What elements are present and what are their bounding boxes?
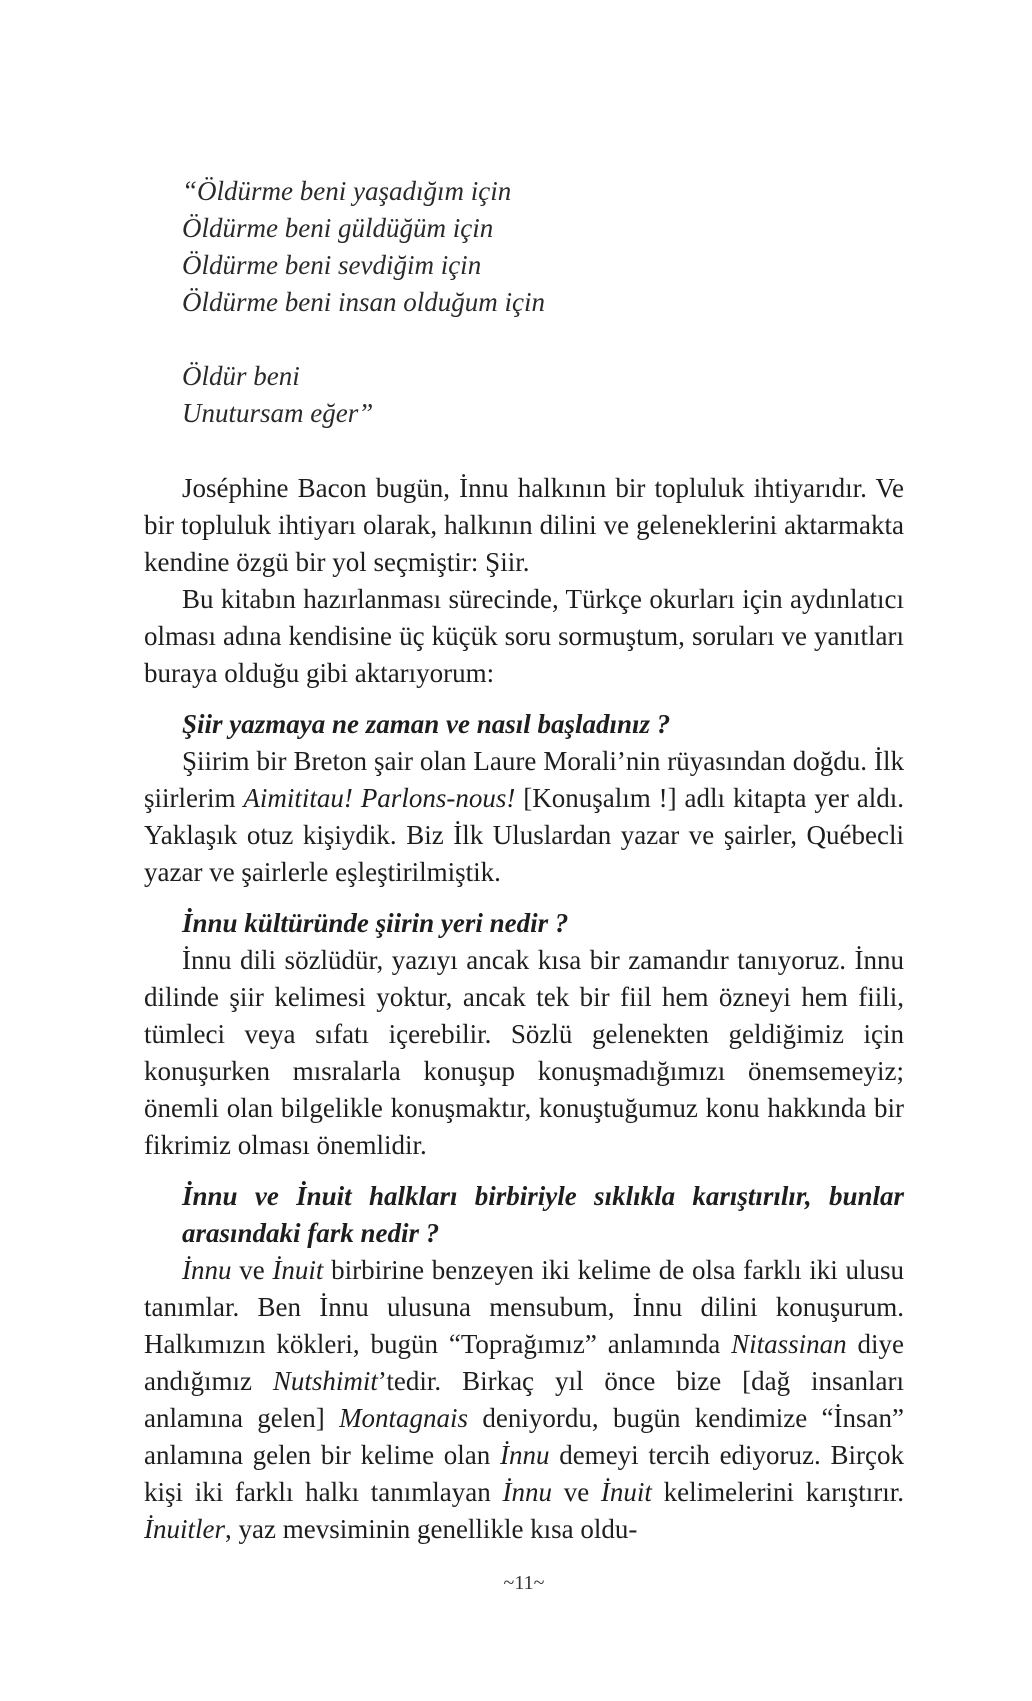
answer-text: kelimelerini karıştırır. — [651, 1477, 904, 1507]
answer-paragraph — [144, 743, 904, 891]
answer-text: Şiirim bir Breton şair olan Laure Morali’nin rüyasından doğdu. İlk şiirlerim — [144, 746, 904, 813]
intro-paragraph-1: Joséphine Bacon bugün, İnnu halkının bir topluluk ihtiyarıdır. Ve bir topluluk ihtiyarı olarak, halkının dilini ve geleneklerini aktarmakta kendine özgü bir yol seçmiştir: Şiir. — [144, 473, 904, 577]
term-italic: İnnu — [499, 1440, 550, 1470]
term-italic: Nutshimit — [272, 1366, 378, 1396]
term-italic: Nitassinan — [731, 1329, 847, 1359]
term-italic: İnnu — [182, 1255, 232, 1285]
answer-paragraph: İnnu dili sözlüdür, yazıyı ancak kısa bir zamandır tanıyoruz. İnnu dilinde şiir kelimesi yoktur, ancak tek bir fiil hem özneyi hem fiili, tümleci veya sıfatı içerebilir. Sözlü gelenekten geldiğimiz için konuşurken mısralarla konuşup konuşmadığımızı önemsemeyiz; önemli olan bilgelikle konuşmaktır, konuştuğumuz konu hakkında bir fikrimiz olması önemlidir. — [144, 945, 904, 1160]
intro-paragraph-2: Bu kitabın hazırlanması sürecinde, Türkçe okurları için aydınlatıcı olması adına kendisine üç küçük soru sormuştum, soruları ve yanıtları buraya olduğu gibi aktarıyorum: — [144, 584, 904, 688]
question-heading: İnnu ve İnuit halkları birbiriyle sıklıkla karıştırılır, bunlar arasındaki fark nedir ? — [182, 1181, 904, 1248]
term-italic: İnnu — [502, 1477, 552, 1507]
answer-text: , yaz mevsiminin genellikle kısa oldu- — [225, 1514, 638, 1544]
answer-text: diye andığımız — [144, 1329, 904, 1396]
question-heading: İnnu kültüründe şiirin yeri nedir ? — [182, 908, 569, 938]
stanza-gap — [182, 321, 545, 358]
qa-section-2 — [144, 905, 904, 1164]
term-italic: Montagnais — [339, 1403, 469, 1433]
answer-paragraph — [144, 1252, 904, 1548]
qa-section-1 — [144, 706, 904, 891]
answer-text: ve — [551, 1477, 601, 1507]
question-heading: Şiir yazmaya ne zaman ve nasıl başladınız ? — [182, 709, 671, 739]
poem-line: Öldürme beni sevdiğim için — [182, 250, 482, 280]
answer-text: ’tedir. Birkaç yıl önce bize [dağ insanları anlamına gelen] — [144, 1366, 904, 1433]
term-italic: İnuit — [600, 1477, 652, 1507]
page-number: ~11~ — [503, 1572, 545, 1594]
poem-block — [182, 173, 545, 432]
answer-text: ve — [231, 1255, 273, 1285]
poem-line: Unutursam eğer” — [182, 398, 374, 428]
poem-line: Öldürme beni insan olduğum için — [182, 287, 545, 317]
answer-text: demeyi tercih ediyoruz. Birçok kişi iki farklı halkı tanımlayan — [144, 1440, 904, 1507]
qa-section-3 — [144, 1178, 904, 1548]
body-text — [144, 470, 904, 1548]
poem-line: Öldür beni — [182, 361, 300, 391]
term-italic: İnuit — [272, 1255, 324, 1285]
answer-text: deniyordu, bugün kendimize “İnsan” anlamına gelen bir kelime olan — [144, 1403, 904, 1470]
term-italic: İnuitler — [144, 1514, 225, 1544]
answer-text: birbirine benzeyen iki kelime de olsa farklı iki ulusu tanımlar. Ben İnnu ulusuna mensubum, İnnu dilini konuşurum. Halkımızın kökleri, bugün “Toprağımız” anlamında — [144, 1255, 905, 1359]
poem-line: “Öldürme beni yaşadığım için — [182, 176, 512, 206]
book-title: Aimititau! Parlons-nous! — [243, 783, 516, 813]
book-page — [144, 0, 904, 1701]
poem-line: Öldürme beni güldüğüm için — [182, 213, 494, 243]
answer-text: [Konuşalım !] adlı kitapta yer aldı. Yaklaşık otuz kişiydik. Biz İlk Uluslardan yazar ve şairler, Québecli yazar ve şairlerle eşleştirilmiştik. — [144, 783, 904, 887]
